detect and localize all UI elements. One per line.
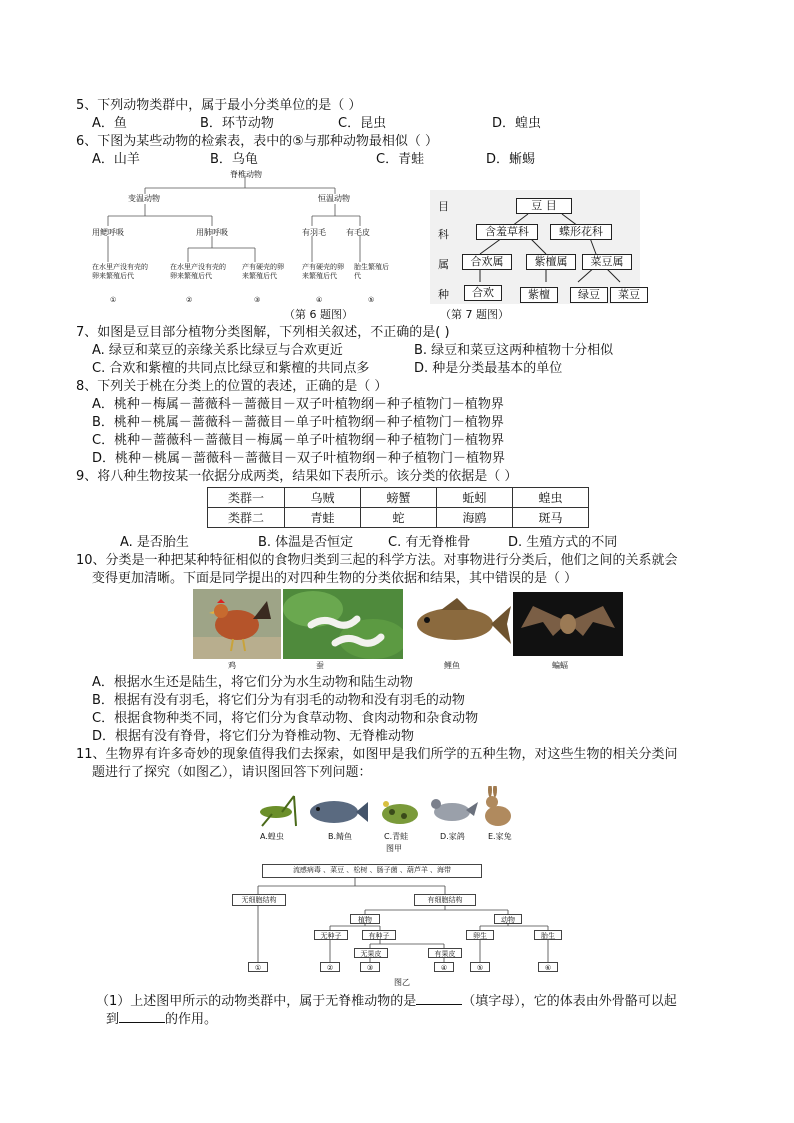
q10-label-bat: 蝙蝠 <box>552 661 568 670</box>
q6-option-d: D．蜥蜴 <box>486 152 536 167</box>
table-cell: 蝗虫 <box>513 488 589 508</box>
table-cell: 蚯蚓 <box>437 488 513 508</box>
q7-box-mimosaceae: 含羞草科 <box>476 224 538 240</box>
table-cell: 类群一 <box>208 488 285 508</box>
q8-stem: 8、下列关于桃在分类上的位置的表述，正确的是（ ） <box>76 379 388 394</box>
q11-leaf-1: ① <box>248 962 268 972</box>
q11-leaf-6: ⑥ <box>538 962 558 972</box>
q6-key-lines <box>90 168 400 308</box>
q10-label-carp: 鲤鱼 <box>444 661 460 670</box>
chicken-icon <box>193 589 281 659</box>
q7-caption: （第 7 题图） <box>440 308 509 321</box>
q8-option-b: B．桃种－桃属－蔷薇科－蔷薇目－单子叶植物纲－种子植物门－植物界 <box>92 415 504 430</box>
q11-sub1-text-a: （1）上述图甲所示的动物类群中，属于无脊椎动物的是 <box>96 994 417 1009</box>
q7-box-fabaceae: 蝶形花科 <box>550 224 612 240</box>
q6-key-leaf-3: 产有硬壳的卵来繁殖后代 <box>242 263 284 280</box>
q5-stem: 5、下列动物类群中，属于最小分类单位的是（ ） <box>76 98 362 113</box>
q11-sub1-line2 <box>106 1010 217 1028</box>
q7-stem: 7、如图是豆目部分植物分类图解，下列相关叙述，不正确的是( ) <box>76 325 450 340</box>
q11-fig2-caption: 图乙 <box>394 978 410 987</box>
grasshopper-icon <box>260 796 296 826</box>
q9-table <box>207 487 589 528</box>
q11-plant-box: 植物 <box>350 914 380 924</box>
table-cell: 蛇 <box>361 508 437 528</box>
q6-stem: 6、下图为某些动物的检索表，表中的⑤与那种动物最相似（ ） <box>76 134 439 149</box>
q7-rank-genus: 属 <box>438 258 449 271</box>
q10-label-silkworm: 蚕 <box>316 661 324 670</box>
q6-key-num-5: ⑤ <box>368 296 375 304</box>
q10-option-c: C．根据食物种类不同，将它们分为食草动物、食肉动物和杂食动物 <box>92 711 479 726</box>
q7-option-d: D. 种是分类最基本的单位 <box>414 361 563 376</box>
q6-key-num-4: ④ <box>316 296 323 304</box>
answer-blank-1[interactable] <box>416 992 462 1005</box>
q11-sub1-text-c: 到 <box>106 1012 120 1027</box>
q10-option-a: A．根据水生还是陆生，将它们分为水生动物和陆生动物 <box>92 675 413 690</box>
q11-sub1-text-d: 的作用。 <box>165 1012 218 1027</box>
q7-box-mung-bean-species: 绿豆 <box>570 287 608 303</box>
answer-blank-2[interactable] <box>119 1010 165 1023</box>
table-row <box>208 488 589 508</box>
q11-no-cell-box: 无细胞结构 <box>232 894 286 906</box>
q10-stem-line2: 变得更加清晰。下面是同学提出的对四种生物的分类依据和结果，其中错误的是（ ） <box>92 571 578 586</box>
q6-key-leaf-1: 在水里产没有壳的卵来繁殖后代 <box>92 263 148 280</box>
q11-leaf-4: ④ <box>434 962 454 972</box>
q5-option-c: C．昆虫 <box>338 116 387 131</box>
silkworm-photo <box>283 589 403 659</box>
table-cell: 青蛙 <box>285 508 361 528</box>
q6-key-leaf-5: 胎生繁殖后代 <box>354 263 389 280</box>
q6-caption: （第 6 题图） <box>284 308 353 321</box>
q7-option-b: B. 绿豆和菜豆这两种植物十分相似 <box>414 343 614 358</box>
q7-option-c: C. 合欢和紫檀的共同点比绿豆和紫檀的共同点多 <box>92 361 370 376</box>
q10-label-chicken: 鸡 <box>228 661 236 670</box>
frog-icon <box>382 801 418 824</box>
carp-icon <box>405 592 513 656</box>
q10-stem-line1: 10、分类是一种把某种特征相似的食物归类到三起的科学方法。对事物进行分类后，他们之间的关系就会 <box>76 553 678 568</box>
q11-leaf-3: ③ <box>360 962 380 972</box>
q7-box-pterocarpus: 紫檀属 <box>526 254 576 270</box>
q6-key-num-3: ③ <box>254 296 261 304</box>
q8-option-d: D．桃种－桃属－蔷薇科－蔷薇目－双子叶植物纲－种子植物门－植物界 <box>92 451 506 466</box>
q8-option-a: A．桃种－梅属－蔷薇科－蔷薇目－双子叶植物纲－种子植物门－植物界 <box>92 397 504 412</box>
q9-option-d: D. 生殖方式的不同 <box>508 535 618 550</box>
q8-option-c: C．桃种－蔷薇科－蔷薇目－梅属－单子叶植物纲－种子植物门－植物界 <box>92 433 505 448</box>
q11-animal-c: C.青蛙 <box>384 832 409 841</box>
q11-oviparous-box: 卵生 <box>466 930 494 940</box>
q7-box-kidney-bean-species: 菜豆 <box>610 287 648 303</box>
q11-animal-a: A.蝗虫 <box>260 832 284 841</box>
table-cell: 海鸥 <box>437 508 513 528</box>
silkworm-icon <box>283 589 403 659</box>
q11-stem-line1: 11、生物界有许多奇妙的现象值得我们去探索，如图甲是我们所学的五种生物，对这些生物的相关分类问 <box>76 747 678 762</box>
q7-rank-order: 目 <box>438 200 449 213</box>
q7-box-albizia: 合欢属 <box>462 254 512 270</box>
q7-box-albizia-species: 合欢 <box>464 285 502 301</box>
q6-key-num-1: ① <box>110 296 117 304</box>
q11-stem-line2: 题进行了探究（如图乙），请识图回答下列问题： <box>92 765 372 780</box>
q5-option-a: A．鱼 <box>92 116 127 131</box>
q9-stem: 9、将八种生物按某一依据分成两类，结果如下表所示。该分类的依据是（ ） <box>76 469 518 484</box>
bat-icon <box>513 592 623 656</box>
q6-key-cold-blooded: 变温动物 <box>128 194 160 203</box>
q9-option-c: C. 有无脊椎骨 <box>388 535 471 550</box>
table-row <box>208 508 589 528</box>
q11-has-cell-box: 有细胞结构 <box>414 894 476 906</box>
q6-key-leaf-4: 产有硬壳的卵来繁殖后代 <box>302 263 344 280</box>
q7-box-order: 豆 目 <box>516 198 572 214</box>
q6-key-gills: 用鳃呼吸 <box>92 228 124 237</box>
q5-option-b: B．环节动物 <box>200 116 274 131</box>
q9-option-b: B. 体温是否恒定 <box>258 535 354 550</box>
q10-option-d: D．根据有没有脊骨，将它们分为脊椎动物、无脊椎动物 <box>92 729 415 744</box>
bat-photo <box>513 592 623 656</box>
q6-key-warm-blooded: 恒温动物 <box>318 194 350 203</box>
q6-key-root: 脊椎动物 <box>230 170 262 179</box>
q6-key-leaf-2: 在水里产没有壳的卵来繁殖后代 <box>170 263 226 280</box>
q11-animal-box: 动物 <box>494 914 522 924</box>
q7-option-a: A. 绿豆和菜豆的亲缘关系比绿豆与合欢更近 <box>92 343 343 358</box>
q6-key-num-2: ② <box>186 296 193 304</box>
q5-option-d: D．蝗虫 <box>492 116 542 131</box>
q11-animal-e: E.家兔 <box>488 832 512 841</box>
q11-has-seed-box: 有种子 <box>362 930 396 940</box>
carp-photo <box>405 592 513 656</box>
q7-box-rosewood-species: 紫檀 <box>520 287 558 303</box>
q11-organism-list-box: 流感病毒 、菜豆 、松树 、肠子菌 、葫芦羊 、海带 <box>262 864 482 878</box>
q6-option-b: B．乌龟 <box>210 152 258 167</box>
q7-rank-family: 科 <box>438 228 449 241</box>
q11-animals-figure <box>252 786 520 830</box>
q11-animal-d: D.家鸽 <box>440 832 465 841</box>
q6-key-fur: 有毛皮 <box>346 228 370 237</box>
pigeon-icon <box>431 799 478 821</box>
fish-icon <box>310 801 368 823</box>
q11-leaf-2: ② <box>320 962 340 972</box>
table-cell: 斑马 <box>513 508 589 528</box>
q11-no-fruit-box: 无果皮 <box>354 948 388 958</box>
q11-viviparous-box: 胎生 <box>534 930 562 940</box>
q9-option-a: A. 是否胎生 <box>120 535 189 550</box>
q11-sub1-text-b: （填字母），它的体表由外骨骼可以起 <box>462 994 677 1009</box>
q11-no-seed-box: 无种子 <box>314 930 348 940</box>
q11-sub1-line1 <box>96 992 677 1010</box>
q11-fig1-caption: 图甲 <box>386 844 402 853</box>
q6-option-c: C．青蛙 <box>376 152 425 167</box>
table-cell: 乌贼 <box>285 488 361 508</box>
q7-rank-species: 种 <box>438 288 449 301</box>
q6-option-a: A．山羊 <box>92 152 140 167</box>
q11-has-fruit-box: 有果皮 <box>428 948 462 958</box>
q6-key-lungs: 用肺呼吸 <box>196 228 228 237</box>
chicken-photo <box>193 589 281 659</box>
table-cell: 类群二 <box>208 508 285 528</box>
q11-leaf-5: ⑤ <box>470 962 490 972</box>
q11-animal-b: B.鲭鱼 <box>328 832 353 841</box>
q7-box-phaseolus: 菜豆属 <box>582 254 632 270</box>
table-cell: 螃蟹 <box>361 488 437 508</box>
rabbit-icon <box>485 786 511 826</box>
q6-key-feathers: 有羽毛 <box>302 228 326 237</box>
q10-option-b: B．根据有没有羽毛，将它们分为有羽毛的动物和没有羽毛的动物 <box>92 693 465 708</box>
